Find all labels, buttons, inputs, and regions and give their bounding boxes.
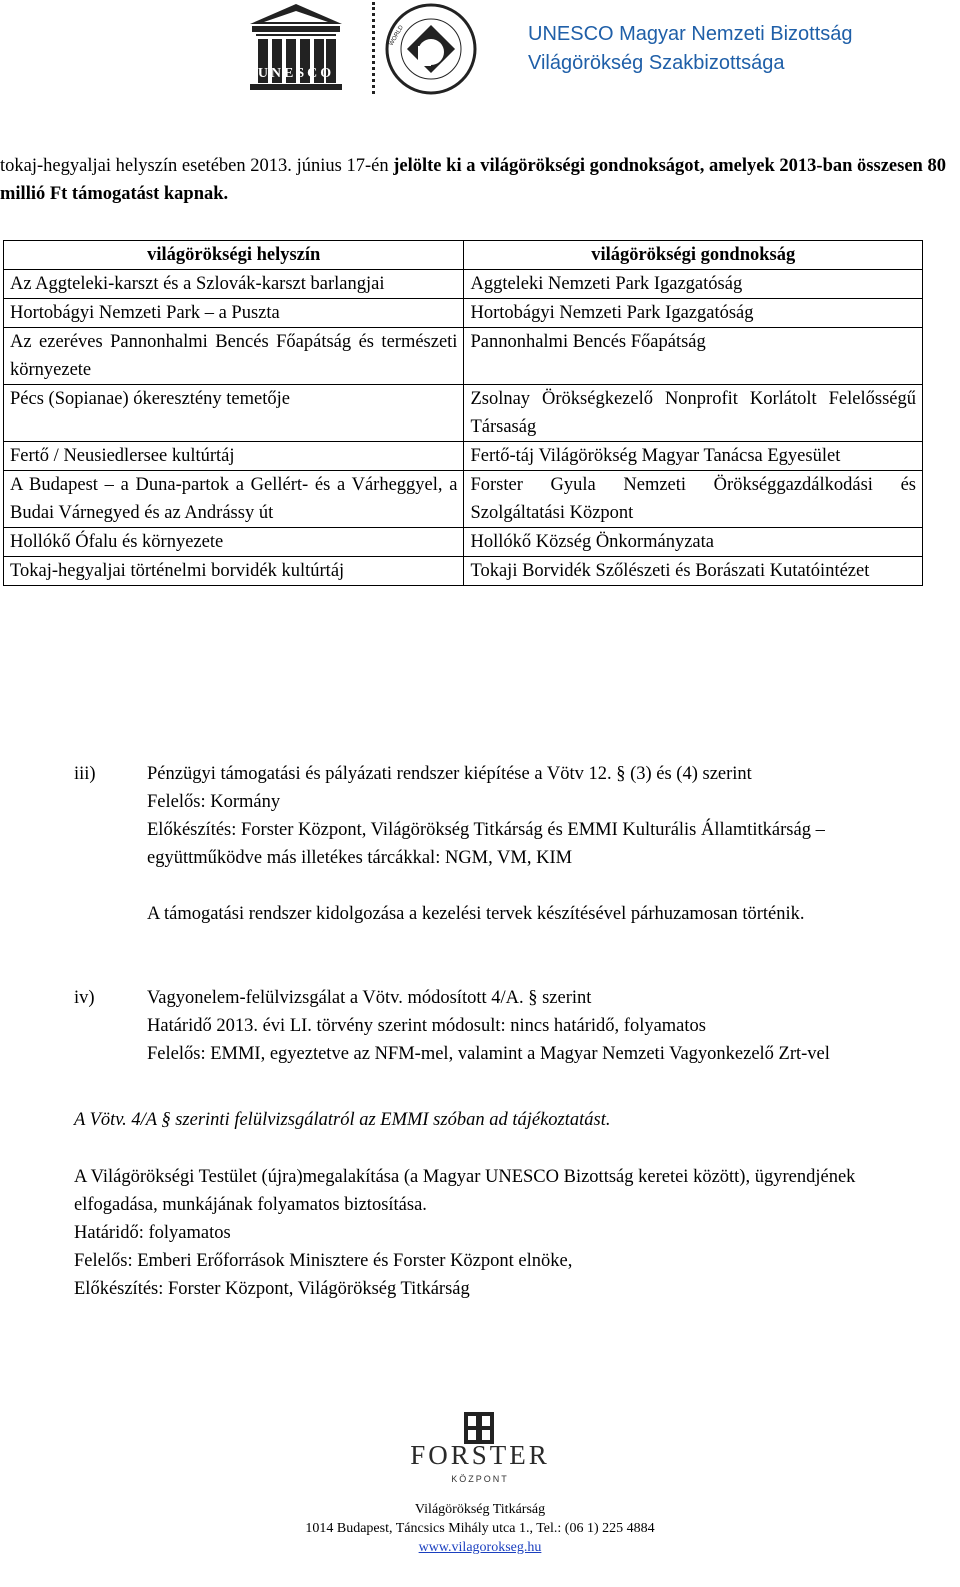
- table-row: [4, 328, 923, 385]
- item-title: Vagyonelem-felülvizsgálat a Vötv. módosított 4/A. § szerint: [147, 988, 592, 1008]
- item-preparation: Előkészítés: Forster Központ, Világörökség Titkárság és EMMI Kulturális Államtitkárság – együttműködve más illetékes tárcákkal: NGM, VM, KIM: [147, 820, 825, 868]
- footer-address: 1014 Budapest, Táncsics Mihály utca 1., Tel.: (06 1) 225 4884: [305, 1521, 655, 1536]
- trustee-cell: Fertő-táj Világörökség Magyar Tanácsa Egyesület: [464, 442, 923, 471]
- item-number: iii): [74, 764, 96, 784]
- forster-logo-subtitle: KÖZPONT: [451, 1474, 509, 1484]
- site-cell: Hollókő Ófalu és környezete: [4, 528, 464, 557]
- list-item-iii: [74, 760, 954, 960]
- trustee-cell: Hortobágyi Nemzeti Park Igazgatóság: [464, 299, 923, 328]
- intro-paragraph: [0, 152, 946, 208]
- trustee-cell: Pannonhalmi Bencés Főapátság: [464, 328, 923, 385]
- site-cell: A Budapest – a Duna-partok a Gellért- és a Várheggyel, a Budai Várnegyed és az Andrássy út: [4, 471, 464, 528]
- site-cell: Hortobágyi Nemzeti Park – a Puszta: [4, 299, 464, 328]
- intro-bold-text: jelölte ki a világörökségi gondnokságot, amelyek 2013-ban összesen 80 millió Ft támogatást kapnak.: [0, 156, 946, 204]
- page-header: [0, 0, 960, 100]
- item-title: Pénzügyi támogatási és pályázati rendszer kiépítése a Vötv 12. § (3) és (4) szerint: [147, 764, 752, 784]
- italic-note: A Vötv. 4/A § szerinti felülvizsgálatról az EMMI szóban ad tájékoztatást.: [74, 1110, 611, 1130]
- table-row: [4, 385, 923, 442]
- organization-name: [528, 20, 853, 78]
- item-deadline: Határidő 2013. évi LI. törvény szerint módosult: nincs határidő, folyamatos: [147, 1016, 706, 1036]
- world-heritage-sites-table: [3, 240, 923, 586]
- closing-text: A Világörökségi Testület (újra)megalakítása (a Magyar UNESCO Bizottság keretei között), ügyrendjének elfogadása, munkájának folyamatos biztosítása.: [74, 1167, 856, 1215]
- table-header-row: [4, 241, 923, 270]
- table-row: [4, 442, 923, 471]
- trustee-cell: Zsolnay Örökségkezelő Nonprofit Korlátolt Felelősségű Társaság: [464, 385, 923, 442]
- forster-logo-name: FORSTER: [410, 1440, 550, 1470]
- item-number: iv): [74, 988, 95, 1008]
- closing-deadline: Határidő: folyamatos: [74, 1223, 231, 1243]
- intro-text: tokaj-hegyaljai helyszín esetében 2013. június 17-én: [0, 156, 394, 176]
- table-row: [4, 557, 923, 586]
- trustee-cell: Tokaji Borvidék Szőlészeti és Borászati Kutatóintézet: [464, 557, 923, 586]
- site-cell: Pécs (Sopianae) ókeresztény temetője: [4, 385, 464, 442]
- organization-line-1: UNESCO Magyar Nemzeti Bizottság: [528, 23, 853, 45]
- column-header-trustee: világörökségi gondnokság: [464, 241, 923, 270]
- column-header-site: világörökségi helyszín: [4, 241, 464, 270]
- footer-website-link[interactable]: www.vilagorokseg.hu: [418, 1540, 542, 1555]
- list-item-iv: [74, 984, 954, 1104]
- header-divider: [372, 2, 379, 94]
- world-heritage-emblem-icon: [384, 2, 478, 96]
- site-cell: Tokaj-hegyaljai történelmi borvidék kultúrtáj: [4, 557, 464, 586]
- closing-preparation: Előkészítés: Forster Központ, Világörökség Titkárság: [74, 1279, 470, 1299]
- organization-line-2: Világörökség Szakbizottsága: [528, 52, 785, 74]
- trustee-cell: Aggteleki Nemzeti Park Igazgatóság: [464, 270, 923, 299]
- item-responsible: Felelős: EMMI, egyeztetve az NFM-mel, valamint a Magyar Nemzeti Vagyonkezelő Zrt-vel: [147, 1044, 830, 1064]
- site-cell: Az Aggteleki-karszt és a Szlovák-karszt barlangjai: [4, 270, 464, 299]
- closing-responsible: Felelős: Emberi Erőforrások Minisztere és Forster Központ elnöke,: [74, 1251, 573, 1271]
- page-footer: [0, 1400, 960, 1587]
- table-row: [4, 299, 923, 328]
- item-note: A támogatási rendszer kidolgozása a kezelési tervek készítésével párhuzamosan történik.: [147, 904, 805, 924]
- svg-text:WORLD: WORLD: [388, 24, 405, 47]
- item-responsible: Felelős: Kormány: [147, 792, 281, 812]
- item-body: [147, 984, 847, 1068]
- table-row: [4, 270, 923, 299]
- closing-paragraph: [74, 1163, 889, 1303]
- trustee-cell: Hollókő Község Önkormányzata: [464, 528, 923, 557]
- unesco-wordmark: UNESCO: [257, 66, 335, 81]
- footer-contact: [0, 1500, 960, 1557]
- table-row: [4, 471, 923, 528]
- item-body: [147, 760, 943, 928]
- site-cell: Fertő / Neusiedlersee kultúrtáj: [4, 442, 464, 471]
- site-cell: Az ezeréves Pannonhalmi Bencés Főapátság és természeti környezete: [4, 328, 464, 385]
- table-row: [4, 528, 923, 557]
- footer-office: Világörökség Titkárság: [414, 1502, 546, 1517]
- trustee-cell: Forster Gyula Nemzeti Örökséggazdálkodási és Szolgáltatási Központ: [464, 471, 923, 528]
